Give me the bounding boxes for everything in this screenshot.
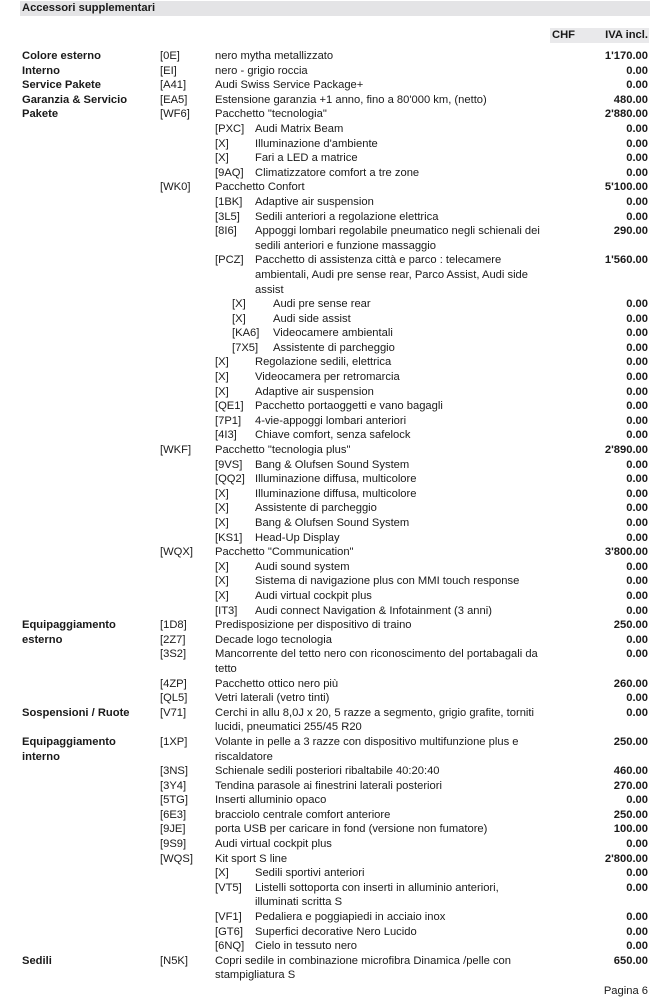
option-description: bracciolo centrale comfort anteriore [215,808,391,821]
option-description: Copri sedile in combinazione microfibra Dinamica /pelle con stampigliatura S [215,954,511,982]
option-code: [EA5] [160,93,188,106]
option-row [0,545,662,560]
option-description: Assistente di parcheggio [273,341,395,354]
option-price: 650.00 [613,954,648,967]
option-code: [VT5] [215,881,242,894]
option-row [0,793,662,808]
option-row [0,458,662,473]
option-description: nero mytha metallizzato [215,50,334,62]
option-price: 2'800.00 [604,852,648,865]
option-description: Audi virtual cockpit plus [215,838,332,851]
options-list [0,49,662,983]
option-description: Superfici decorative Nero Lucido [255,925,417,938]
option-price: 0.00 [626,487,648,500]
option-description: Listelli sottoporta con inserti in alluminio anteriori, illuminati scritta S [255,881,499,909]
option-category: Colore esterno [22,50,101,62]
option-row [0,49,662,64]
option-description: Pacchetto ottico nero più [215,677,339,690]
option-row [0,107,662,122]
option-price: 250.00 [613,735,648,748]
option-price: 0.00 [626,925,648,938]
option-price: 0.00 [626,575,648,588]
option-description: Appoggi lombari regolabile pneumatico negli schienali dei sedili anteriori e funzione massaggio [255,225,540,252]
option-code: [3Y4] [160,779,187,792]
option-price: 0.00 [626,400,648,413]
option-description: Cielo in tessuto nero [255,940,357,953]
option-price: 5'100.00 [604,181,648,194]
option-code: [X] [215,517,229,529]
option-code: [WKF] [160,444,192,457]
option-code: [X] [215,356,229,369]
option-description: Volante in pelle a 3 razze con dispositivo multifunzione plus e riscaldatore [215,735,519,763]
option-code: [QQ2] [215,473,245,486]
option-price: 3'800.00 [604,546,648,559]
option-description: Audi sound system [255,560,350,573]
option-description: Bang & Olufsen Sound System [255,458,410,471]
section-title: Accessori supplementari [20,1,650,16]
option-code: [3S2] [160,648,187,661]
option-category: Service Pakete [22,79,101,92]
option-description: Pacchetto di assistenza città e parco : telecamere ambientali, Audi pre sense rear, Parco Assist, Audi side assist [255,254,528,296]
option-price: 0.00 [626,881,648,894]
option-description: Predisposizione per dispositivo di traino [215,619,412,632]
option-code: [X] [232,298,246,311]
option-code: [3L5] [215,210,240,223]
option-description: Chiave comfort, senza safelock [255,429,411,442]
option-price: 0.00 [626,560,648,573]
option-code: [PCZ] [215,254,244,267]
option-code: [WK0] [160,181,191,194]
option-price: 0.00 [626,298,648,311]
option-row [0,370,662,385]
option-code: [1XP] [160,735,188,748]
option-description: Illuminazione d'ambiente [255,137,378,150]
option-row [0,647,662,676]
option-price: 0.00 [626,911,648,924]
option-price: 0.00 [626,838,648,851]
option-code: [X] [215,137,229,150]
option-row [0,385,662,400]
option-price: 460.00 [613,765,648,778]
option-row [0,633,662,648]
option-code: [X] [215,152,229,165]
option-row [0,531,662,546]
option-category: Equipaggiamento interno [22,735,116,763]
option-price: 250.00 [613,808,648,821]
option-code: [9JE] [160,823,186,836]
option-description: Pacchetto "tecnologia" [215,108,327,121]
option-description: 4-vie-appoggi lombari anteriori [255,414,407,427]
option-code: [6E3] [160,808,187,821]
option-code: [X] [215,371,229,384]
option-code: [9AQ] [215,166,244,179]
option-description: Videocamera per retromarcia [255,371,400,384]
option-price: 0.00 [626,341,648,354]
option-description: Schienale sedili posteriori ribaltabile 40:20:40 [215,765,440,778]
option-code: [V71] [160,706,187,719]
option-price: 0.00 [626,356,648,369]
option-row [0,589,662,604]
option-description: Pacchetto portaoggetti e vano bagagli [255,400,443,413]
option-code: [4I3] [215,429,237,442]
option-description: Sedili anteriori a regolazione elettrica [255,210,439,223]
option-code: [X] [215,487,229,500]
option-code: [1D8] [160,619,187,632]
option-code: [7P1] [215,414,242,427]
option-code: [KS1] [215,531,243,544]
option-description: Audi Matrix Beam [255,122,344,135]
option-code: [X] [215,589,229,602]
option-row [0,852,662,867]
option-row [0,355,662,370]
option-code: [3NS] [160,765,188,778]
option-price: 0.00 [626,648,648,661]
option-code: [VF1] [215,911,242,924]
option-code: [6NQ] [215,940,245,953]
option-price: 260.00 [613,677,648,690]
option-row [0,808,662,823]
option-row [0,691,662,706]
option-row [0,501,662,516]
option-price: 0.00 [626,794,648,807]
option-row [0,195,662,210]
option-price: 290.00 [613,225,648,238]
option-description: Audi virtual cockpit plus [255,589,372,602]
currency-column-header: CHF [552,29,575,41]
option-description: Audi Swiss Service Package+ [215,79,364,92]
page-number: Pagina 6 [603,985,648,997]
option-row [0,137,662,152]
option-category: Sospensioni / Ruote [22,706,130,719]
option-price: 1'560.00 [604,254,648,267]
option-code: [WQX] [160,546,193,559]
option-description: Bang & Olufsen Sound System [255,517,410,529]
option-row [0,910,662,925]
option-row [0,925,662,940]
option-code: [WF6] [160,108,190,121]
option-price: 0.00 [626,152,648,165]
option-price: 0.00 [626,867,648,880]
option-description: Videocamere ambientali [273,327,393,340]
option-description: Audi pre sense rear [273,298,371,311]
option-row [0,443,662,458]
option-code: [IT3] [215,604,238,617]
option-row [0,706,662,735]
option-row [0,604,662,619]
option-description: porta USB per caricare in fond (versione non fumatore) [215,823,488,836]
option-description: Pacchetto "Communication" [215,546,354,559]
option-price: 0.00 [626,473,648,486]
option-description: Head-Up Display [255,531,340,544]
option-code: [PXC] [215,122,245,135]
option-price: 0.00 [626,531,648,544]
option-row [0,735,662,764]
option-row [0,93,662,108]
option-row [0,414,662,429]
option-price: 0.00 [626,633,648,646]
option-code: [1BK] [215,195,243,208]
option-price: 0.00 [626,122,648,135]
option-description: Pedaliera e poggiapiedi in acciaio inox [255,911,446,924]
option-code: [EI] [160,64,177,77]
option-code: [4ZP] [160,677,187,690]
option-price: 0.00 [626,137,648,150]
option-code: [2Z7] [160,633,186,646]
option-code: [9S9] [160,838,187,851]
option-row [0,399,662,414]
option-description: Audi side assist [273,312,351,325]
option-row [0,341,662,356]
option-code: [X] [215,575,229,588]
option-description: nero - grigio roccia [215,64,308,77]
option-code: [X] [215,867,229,880]
option-price: 2'880.00 [604,108,648,121]
option-row [0,78,662,93]
option-code: [QE1] [215,400,244,413]
option-price: 480.00 [613,93,648,106]
option-code: [X] [232,312,246,325]
option-category: Equipaggiamento esterno [22,619,116,646]
option-row [0,677,662,692]
option-row [0,166,662,181]
option-price: 0.00 [626,604,648,617]
option-row [0,574,662,589]
option-code: [KA6] [232,327,260,340]
option-price: 0.00 [626,195,648,208]
option-row [0,560,662,575]
option-price: 0.00 [626,371,648,384]
option-price: 0.00 [626,327,648,340]
option-row [0,866,662,881]
option-row [0,881,662,910]
option-description: Climatizzatore comfort a tre zone [255,166,420,179]
option-description: Pacchetto "tecnologia plus" [215,444,351,457]
option-code: [5TG] [160,794,188,807]
option-price: 0.00 [626,210,648,223]
option-description: Sedili sportivi anteriori [255,867,365,880]
option-row [0,64,662,79]
option-price: 0.00 [626,312,648,325]
option-price: 2'890.00 [604,444,648,457]
option-code: [0E] [160,50,180,62]
option-description: Fari a LED a matrice [255,152,358,165]
option-price: 0.00 [626,706,648,719]
option-price: 250.00 [613,619,648,632]
option-description: Illuminazione diffusa, multicolore [255,473,417,486]
option-code: [X] [215,560,229,573]
option-row [0,210,662,225]
option-row [0,822,662,837]
option-code: [X] [215,502,229,515]
option-row [0,516,662,531]
option-row [0,764,662,779]
option-description: Kit sport S line [215,852,288,865]
option-price: 0.00 [626,940,648,953]
option-price: 0.00 [626,692,648,705]
option-price: 0.00 [626,458,648,471]
option-description: Regolazione sedili, elettrica [255,356,392,369]
option-description: Mancorrente del tetto nero con riconoscimento del portabagali da tetto [215,648,538,675]
option-description: Adaptive air suspension [255,385,374,398]
column-header [550,28,649,43]
option-row [0,954,662,983]
option-row [0,939,662,954]
option-description: Tendina parasole ai finestrini laterali posteriori [215,779,442,792]
option-code: [8I6] [215,225,237,238]
option-row [0,122,662,137]
option-row [0,253,662,297]
option-description: Estensione garanzia +1 anno, fino a 80'000 km, (netto) [215,93,487,106]
option-price: 0.00 [626,385,648,398]
option-code: [A41] [160,79,187,92]
option-price: 0.00 [626,589,648,602]
option-description: Assistente di parcheggio [255,502,377,515]
option-description: Inserti alluminio opaco [215,794,327,807]
option-category: Interno [22,64,60,77]
option-row [0,312,662,327]
option-row [0,151,662,166]
option-price: 0.00 [626,502,648,515]
option-category: Pakete [22,108,59,121]
option-description: Sistema di navigazione plus con MMI touch response [255,575,520,588]
option-row [0,180,662,195]
option-description: Adaptive air suspension [255,195,374,208]
option-price: 0.00 [626,414,648,427]
option-row [0,224,662,253]
option-category: Sedili [22,954,52,967]
option-price: 1'170.00 [604,50,648,62]
option-row [0,297,662,312]
option-price: 0.00 [626,79,648,92]
option-code: [WQS] [160,852,193,865]
option-price: 270.00 [613,779,648,792]
option-code: [QL5] [160,692,188,705]
option-category: Garanzia & Servicio [22,93,128,106]
option-code: [N5K] [160,954,188,967]
option-row [0,326,662,341]
vat-column-header: IVA incl. [605,29,648,41]
option-code: [X] [215,385,229,398]
option-price: 0.00 [626,166,648,179]
option-row [0,487,662,502]
option-price: 100.00 [613,823,648,836]
option-row [0,779,662,794]
option-price: 0.00 [626,429,648,442]
option-description: Cerchi in allu 8,0J x 20, 5 razze a segmento, grigio grafite, torniti lucidi, pneumatici 255/45 R20 [215,706,535,734]
option-row [0,837,662,852]
option-code: [GT6] [215,925,243,938]
option-row [0,428,662,443]
option-code: [7X5] [232,341,259,354]
option-price: 0.00 [626,517,648,529]
option-description: Illuminazione diffusa, multicolore [255,487,417,500]
option-price: 0.00 [626,64,648,77]
option-description: Pacchetto Confort [215,181,305,194]
option-row [0,472,662,487]
option-code: [9VS] [215,458,243,471]
option-description: Vetri laterali (vetro tinti) [215,692,330,705]
option-description: Audi connect Navigation & Infotainment (3 anni) [255,604,492,617]
option-description: Decade logo tecnologia [215,633,332,646]
